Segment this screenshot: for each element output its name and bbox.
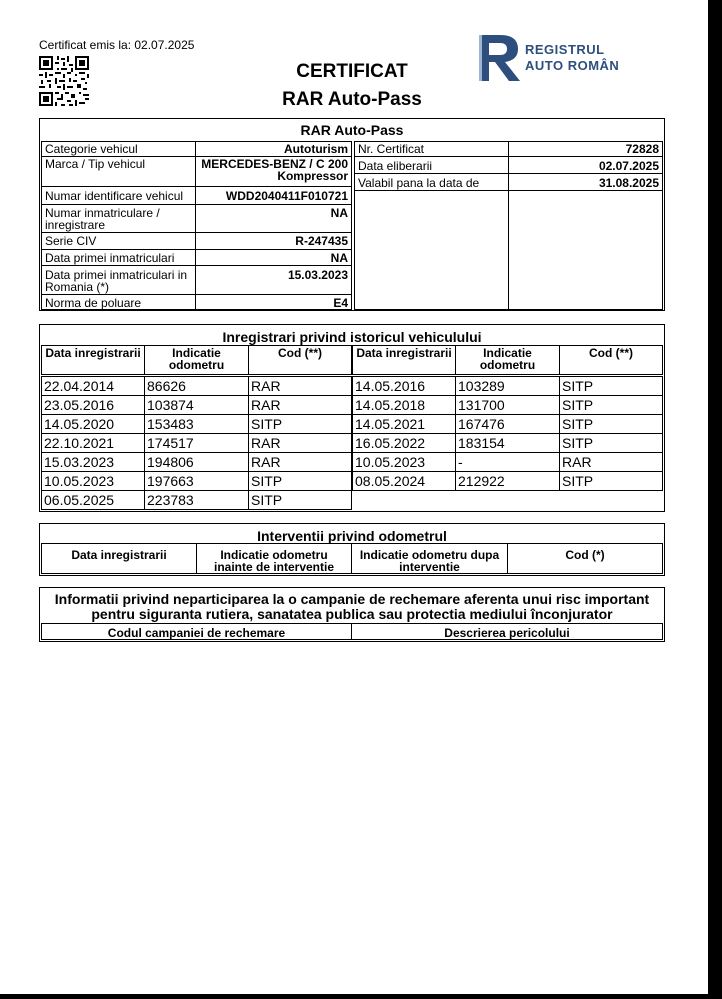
history-cell: 23.05.2016 xyxy=(41,395,145,415)
page-title: CERTIFICAT xyxy=(296,61,408,82)
certificate-label: Valabil pana la data de xyxy=(354,173,509,191)
right-frame-edge xyxy=(708,0,722,999)
logo-line-2: AUTO ROMÂN xyxy=(525,58,620,73)
vehicle-value: NA xyxy=(195,204,352,233)
logo-mark-text: R xyxy=(491,73,492,74)
vehicle-label: Numar identificare vehicul xyxy=(41,186,196,205)
history-cell: SITP xyxy=(559,414,663,434)
history-cell: 86626 xyxy=(144,376,249,396)
vehicle-value: E4 xyxy=(195,294,352,310)
vehicle-value: WDD2040411F010721 xyxy=(195,186,352,205)
history-cell: RAR xyxy=(248,452,352,472)
vehicle-label: Norma de poluare xyxy=(41,294,196,310)
logo-line-1: REGISTRUL xyxy=(525,42,605,57)
history-cell: SITP xyxy=(559,376,663,396)
history-cell: 174517 xyxy=(144,433,249,453)
history-cell: RAR xyxy=(248,433,352,453)
history-cell: 16.05.2022 xyxy=(352,433,456,453)
vehicle-section-caption: RAR Auto-Pass xyxy=(300,122,404,138)
rar-logo xyxy=(478,33,628,83)
history-header: Indicatie odometru xyxy=(455,345,560,375)
history-header: Indicatie odometru xyxy=(144,345,249,375)
history-cell: SITP xyxy=(248,414,352,434)
history-cell: 08.05.2024 xyxy=(352,471,456,491)
history-cell: RAR xyxy=(248,395,352,415)
history-cell: SITP xyxy=(559,471,663,491)
vehicle-value: Autoturism xyxy=(195,141,352,157)
history-cell: 131700 xyxy=(455,395,560,415)
history-cell: 15.03.2023 xyxy=(41,452,145,472)
certificate-value: 72828 xyxy=(508,141,663,157)
certificate-label: Data eliberarii xyxy=(354,156,509,174)
vehicle-label: Serie CIV xyxy=(41,232,196,250)
history-cell: 167476 xyxy=(455,414,560,434)
certificate-label: Nr. Certificat xyxy=(354,141,509,157)
certificate-value: 02.07.2025 xyxy=(508,156,663,174)
history-cell: 10.05.2023 xyxy=(352,452,456,472)
bottom-frame-edge xyxy=(0,994,722,999)
issue-date: Certificat emis la: 02.07.2025 xyxy=(39,38,195,52)
history-cell: SITP xyxy=(248,471,352,491)
odometer-header: Indicatie odometru inainte de interventie xyxy=(196,543,352,574)
history-cell: 103289 xyxy=(455,376,560,396)
history-header: Cod (**) xyxy=(559,345,663,375)
history-cell: 22.10.2021 xyxy=(41,433,145,453)
history-cell: 197663 xyxy=(144,471,249,491)
history-cell: 153483 xyxy=(144,414,249,434)
history-cell: 103874 xyxy=(144,395,249,415)
history-section-caption: Inregistrari privind istoricul vehiculului xyxy=(222,329,482,345)
history-cell: 14.05.2020 xyxy=(41,414,145,434)
history-cell: 06.05.2025 xyxy=(41,490,145,510)
vehicle-label: Marca / Tip vehicul xyxy=(41,156,196,187)
history-cell: 223783 xyxy=(144,490,249,510)
vehicle-label: Categorie vehicul xyxy=(41,141,196,157)
history-cell: 194806 xyxy=(144,452,249,472)
history-cell: 10.05.2023 xyxy=(41,471,145,491)
recall-header: Codul campaniei de rechemare xyxy=(41,623,352,640)
history-cell: RAR xyxy=(559,452,663,472)
history-header: Cod (**) xyxy=(248,345,352,375)
history-cell: SITP xyxy=(559,395,663,415)
vehicle-value: 15.03.2023 xyxy=(195,265,352,295)
history-cell: 22.04.2014 xyxy=(41,376,145,396)
history-cell: 14.05.2018 xyxy=(352,395,456,415)
vehicle-value: NA xyxy=(195,249,352,266)
vehicle-label: Data primei inmatriculari in Romania (*) xyxy=(41,265,196,295)
vehicle-label: Numar inmatriculare / inregistrare xyxy=(41,204,196,233)
history-cell: RAR xyxy=(248,376,352,396)
history-cell: 14.05.2016 xyxy=(352,376,456,396)
empty-cell xyxy=(354,190,509,310)
history-cell: - xyxy=(455,452,560,472)
empty-cell xyxy=(508,190,663,310)
history-cell: 14.05.2021 xyxy=(352,414,456,434)
odometer-header: Cod (*) xyxy=(507,543,663,574)
history-cell: 183154 xyxy=(455,433,560,453)
odometer-header: Indicatie odometru dupa interventie xyxy=(351,543,508,574)
qr-code xyxy=(39,56,89,106)
odometer-section-caption: Interventii privind odometrul xyxy=(257,528,447,544)
vehicle-value: R-247435 xyxy=(195,232,352,250)
vehicle-value: MERCEDES-BENZ / C 200 Kompressor xyxy=(195,156,352,187)
history-header: Data inregistrarii xyxy=(41,345,145,375)
history-cell: SITP xyxy=(248,490,352,510)
page-subtitle: RAR Auto-Pass xyxy=(282,89,422,110)
history-cell: 212922 xyxy=(455,471,560,491)
recall-section-caption: Informatii privind neparticiparea la o campanie de rechemare aferenta unui risc important pentru siguranta rutiera, sanatatea publica sau protectia mediului înconjurator xyxy=(54,591,650,622)
history-cell: SITP xyxy=(559,433,663,453)
history-header: Data inregistrarii xyxy=(352,345,456,375)
vehicle-label: Data primei inmatriculari xyxy=(41,249,196,266)
odometer-header: Data inregistrarii xyxy=(41,543,197,574)
certificate-value: 31.08.2025 xyxy=(508,173,663,191)
recall-header: Descrierea pericolului xyxy=(351,623,663,640)
